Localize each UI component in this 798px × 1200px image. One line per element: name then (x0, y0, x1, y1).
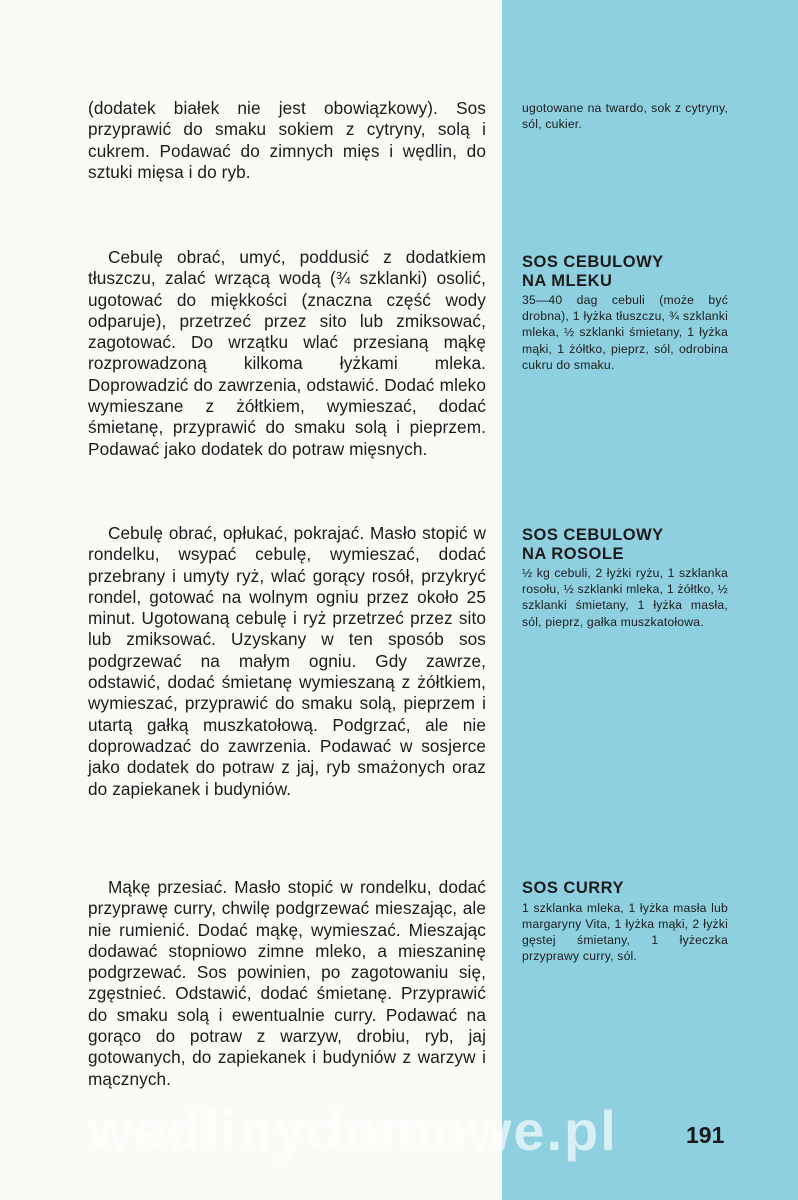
recipe-ingredients: 1 szklanka mleka, 1 łyżka masła lub margaryny Vita, 1 łyżka mąki, 2 łyżki gęstej śmietany, 1 łyżeczka przyprawy curry, sól. (522, 900, 728, 964)
recipe-ingredients: 35—40 dag cebuli (może być drobna), 1 łyżka tłuszczu, ¾ szklanki mleka, ½ szklanki śmietany, 1 łyżka mąki, 1 żółtko, pieprz, sól, odrobina cukru do smaku. (522, 293, 728, 372)
recipe-box-sos-cebulowy-na-mleku (522, 253, 728, 373)
method-text: Cebulę obrać, opłukać, pokrajać. Masło stopić w rondelku, wsypać cebulę, wymieszać, dodać przebrany i umyty ryż, wlać gorący rosół, przykryć rondel, gotować na wolnym ogniu przez około 25 minut. Ugotowaną cebulę i ryż przetrzeć przez sito lub zmiksować. Uzyskany w ten sposób sos podgrzewać na małym ogniu. Gdy zawrze, odstawić, dodać śmietanę wymieszaną z żółtkiem, wymieszać, przyprawić do smaku solą, pieprzem i utartą gałką muszkatołową. Podgrzać, ale nie doprowadzać do zawrzenia. Podawać w sosjerce jako dodatek do potraw z jaj, ryb smażonych oraz do zapiekanek i budyniów. (88, 523, 486, 799)
recipe-method-sos-cebulowy-na-rosole (88, 523, 486, 800)
method-text: Mąkę przesiać. Masło stopić w rondelku, dodać przyprawę curry, chwilę podgrzewać mieszając, ale nie rumienić. Dodać mąkę, wymieszać. Mieszając dodawać stopniowo zimne mleko, a mieszaninę podgrzewać. Sos powinien, po zagotowaniu się, zgęstnieć. Odstawić, dodać śmietanę. Przyprawić do smaku solą i ewentualnie curry. Podawać na gorąco do potraw z warzyw, drobiu, ryb, jaj gotowanych, do zapiekanek i budyniów z warzyw i mącznych. (88, 877, 486, 1089)
recipe-method-sos-curry (88, 877, 486, 1090)
recipe-title-line1: SOS CURRY (522, 879, 624, 897)
recipe-title-line1: SOS CEBULOWY (522, 526, 664, 544)
continuation-ingredients-text: ugotowane na twardo, sok z cytryny, sól, cukier. (522, 101, 728, 132)
recipe-ingredients: ½ kg cebuli, 2 łyżki ryżu, 1 szklanka rosołu, ½ szklanki mleka, 1 żółtko, ½ szklanki śmietany, 1 łyżka masła, sól, pieprz, gałka muszkatołowa. (522, 566, 728, 629)
recipe-box-sos-curry (522, 879, 728, 964)
recipe-title (522, 253, 728, 290)
recipe-title-line1: SOS CEBULOWY (522, 253, 664, 271)
method-text: Cebulę obrać, umyć, poddusić z dodatkiem tłuszczu, zalać wrzącą wodą (¾ szklanki) osolić, ugotować do miękkości (znaczna część wody odparuje), przetrzeć przez sito lub zmiksować, zagotować. Do wrzątku wlać przesianą mąkę rozprowadzoną kilkoma łyżkami mleka. Doprowadzić do zawrzenia, odstawić. Dodać mleko wymieszane z żółtkiem, wymieszać, dodać śmietanę, przyprawić do smaku solą i pieprzem. Podawać jako dodatek do potraw mięsnych. (88, 247, 486, 459)
page-number: 191 (686, 1122, 725, 1148)
watermark-text: wedlinydomowe.pl (88, 1099, 618, 1162)
recipe-title-line2: NA ROSOLE (522, 544, 624, 563)
continuation-ingredients (522, 100, 728, 132)
recipe-method-sos-cebulowy-na-mleku (88, 247, 486, 460)
recipe-title (522, 879, 728, 898)
continuation-text: (dodatek białek nie jest obowiązkowy). Sos przyprawić do smaku sokiem z cytryny, solą i cukrem. Podawać do zimnych mięs i wędlin, do sztuki mięsa i do ryb. (88, 98, 486, 182)
continuation-text-block (88, 98, 486, 183)
recipe-title-line2: NA MLEKU (522, 271, 613, 290)
recipe-title (522, 526, 728, 563)
recipe-box-sos-cebulowy-na-rosole (522, 526, 728, 630)
